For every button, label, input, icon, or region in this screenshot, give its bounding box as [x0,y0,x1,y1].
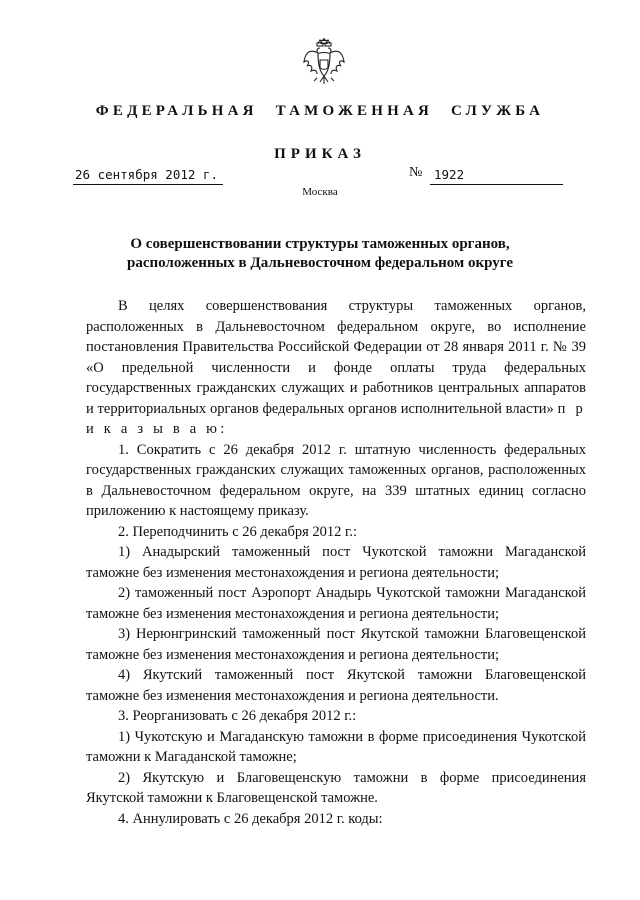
order-date-field [73,166,223,185]
order-subject [80,235,560,273]
paragraph-item-4: 4. Аннулировать с 26 декабря 2012 г. коды: [118,810,383,827]
agency-name: ФЕДЕРАЛЬНАЯ ТАМОЖЕННАЯ СЛУЖБА [95,103,545,119]
paragraph-item-2-1: 1) Анадырский таможенный пост Чукотской таможни Магаданской таможне без изменения местонахождения и региона деятельности; [86,544,586,581]
document-type-title: ПРИКАЗ [274,146,366,162]
order-number-field [430,166,563,185]
paragraph-item-3-2: 2) Якутскую и Благовещенскую таможни в форме присоединения Якутской таможни к Благовещенской таможне. [86,769,586,806]
double-headed-eagle-emblem-icon [303,38,345,88]
paragraph-item-2-2: 2) таможенный пост Аэропорт Анадырь Чукотской таможни Магаданской таможне без изменения местонахождения и региона деятельности; [86,585,586,622]
intro-command: п р и к а з ы в а ю: [86,400,587,437]
paragraph-item-2-4: 4) Якутский таможенный пост Якутской таможни Благовещенской таможне без изменения местонахождения и региона деятельности. [86,667,586,704]
paragraph-item-2-3: 3) Нерюнгринский таможенный пост Якутской таможни Благовещенской таможне без изменения местонахождения и региона деятельности; [86,626,586,663]
order-date: 26 сентября 2012 г. [75,167,218,182]
intro-paragraph [86,296,586,440]
subject-line-1: О совершенствовании структуры таможенных органов, [130,236,510,252]
issue-city: Москва [302,186,338,198]
paragraph-item-3-1: 1) Чукотскую и Магаданскую таможни в форме присоединения Чукотской таможни к Магаданской таможне; [86,728,586,765]
paragraph-item-2: 2. Переподчинить с 26 декабря 2012 г.: [118,523,357,540]
intro-text: В целях совершенствования структуры таможенных органов, расположенных в Дальневосточном федеральном округе, во исполнение постановления Правительства Российской Федерации от 28 января 2011 г. № 39 «О предельной численности и фонде оплаты труда федеральных государственных гражданских служащих и работников центральных аппаратов и территориальных органов федеральных органов исполнительной власти» [86,298,586,417]
paragraph-item-3: 3. Реорганизовать с 26 декабря 2012 г.: [118,708,357,724]
order-number: 1922 [434,167,465,182]
order-body [86,296,586,829]
paragraph-item-1: 1. Сократить с 26 декабря 2012 г. штатную численность федеральных государственных гражданских служащих таможенных органов, расположенных в Дальневосточном федеральном округе, на 339 штатных единиц согласно приложению к настоящему приказу. [86,441,586,519]
subject-line-2: расположенных в Дальневосточном федеральном округе [126,255,514,271]
order-number-label: № [409,165,423,180]
